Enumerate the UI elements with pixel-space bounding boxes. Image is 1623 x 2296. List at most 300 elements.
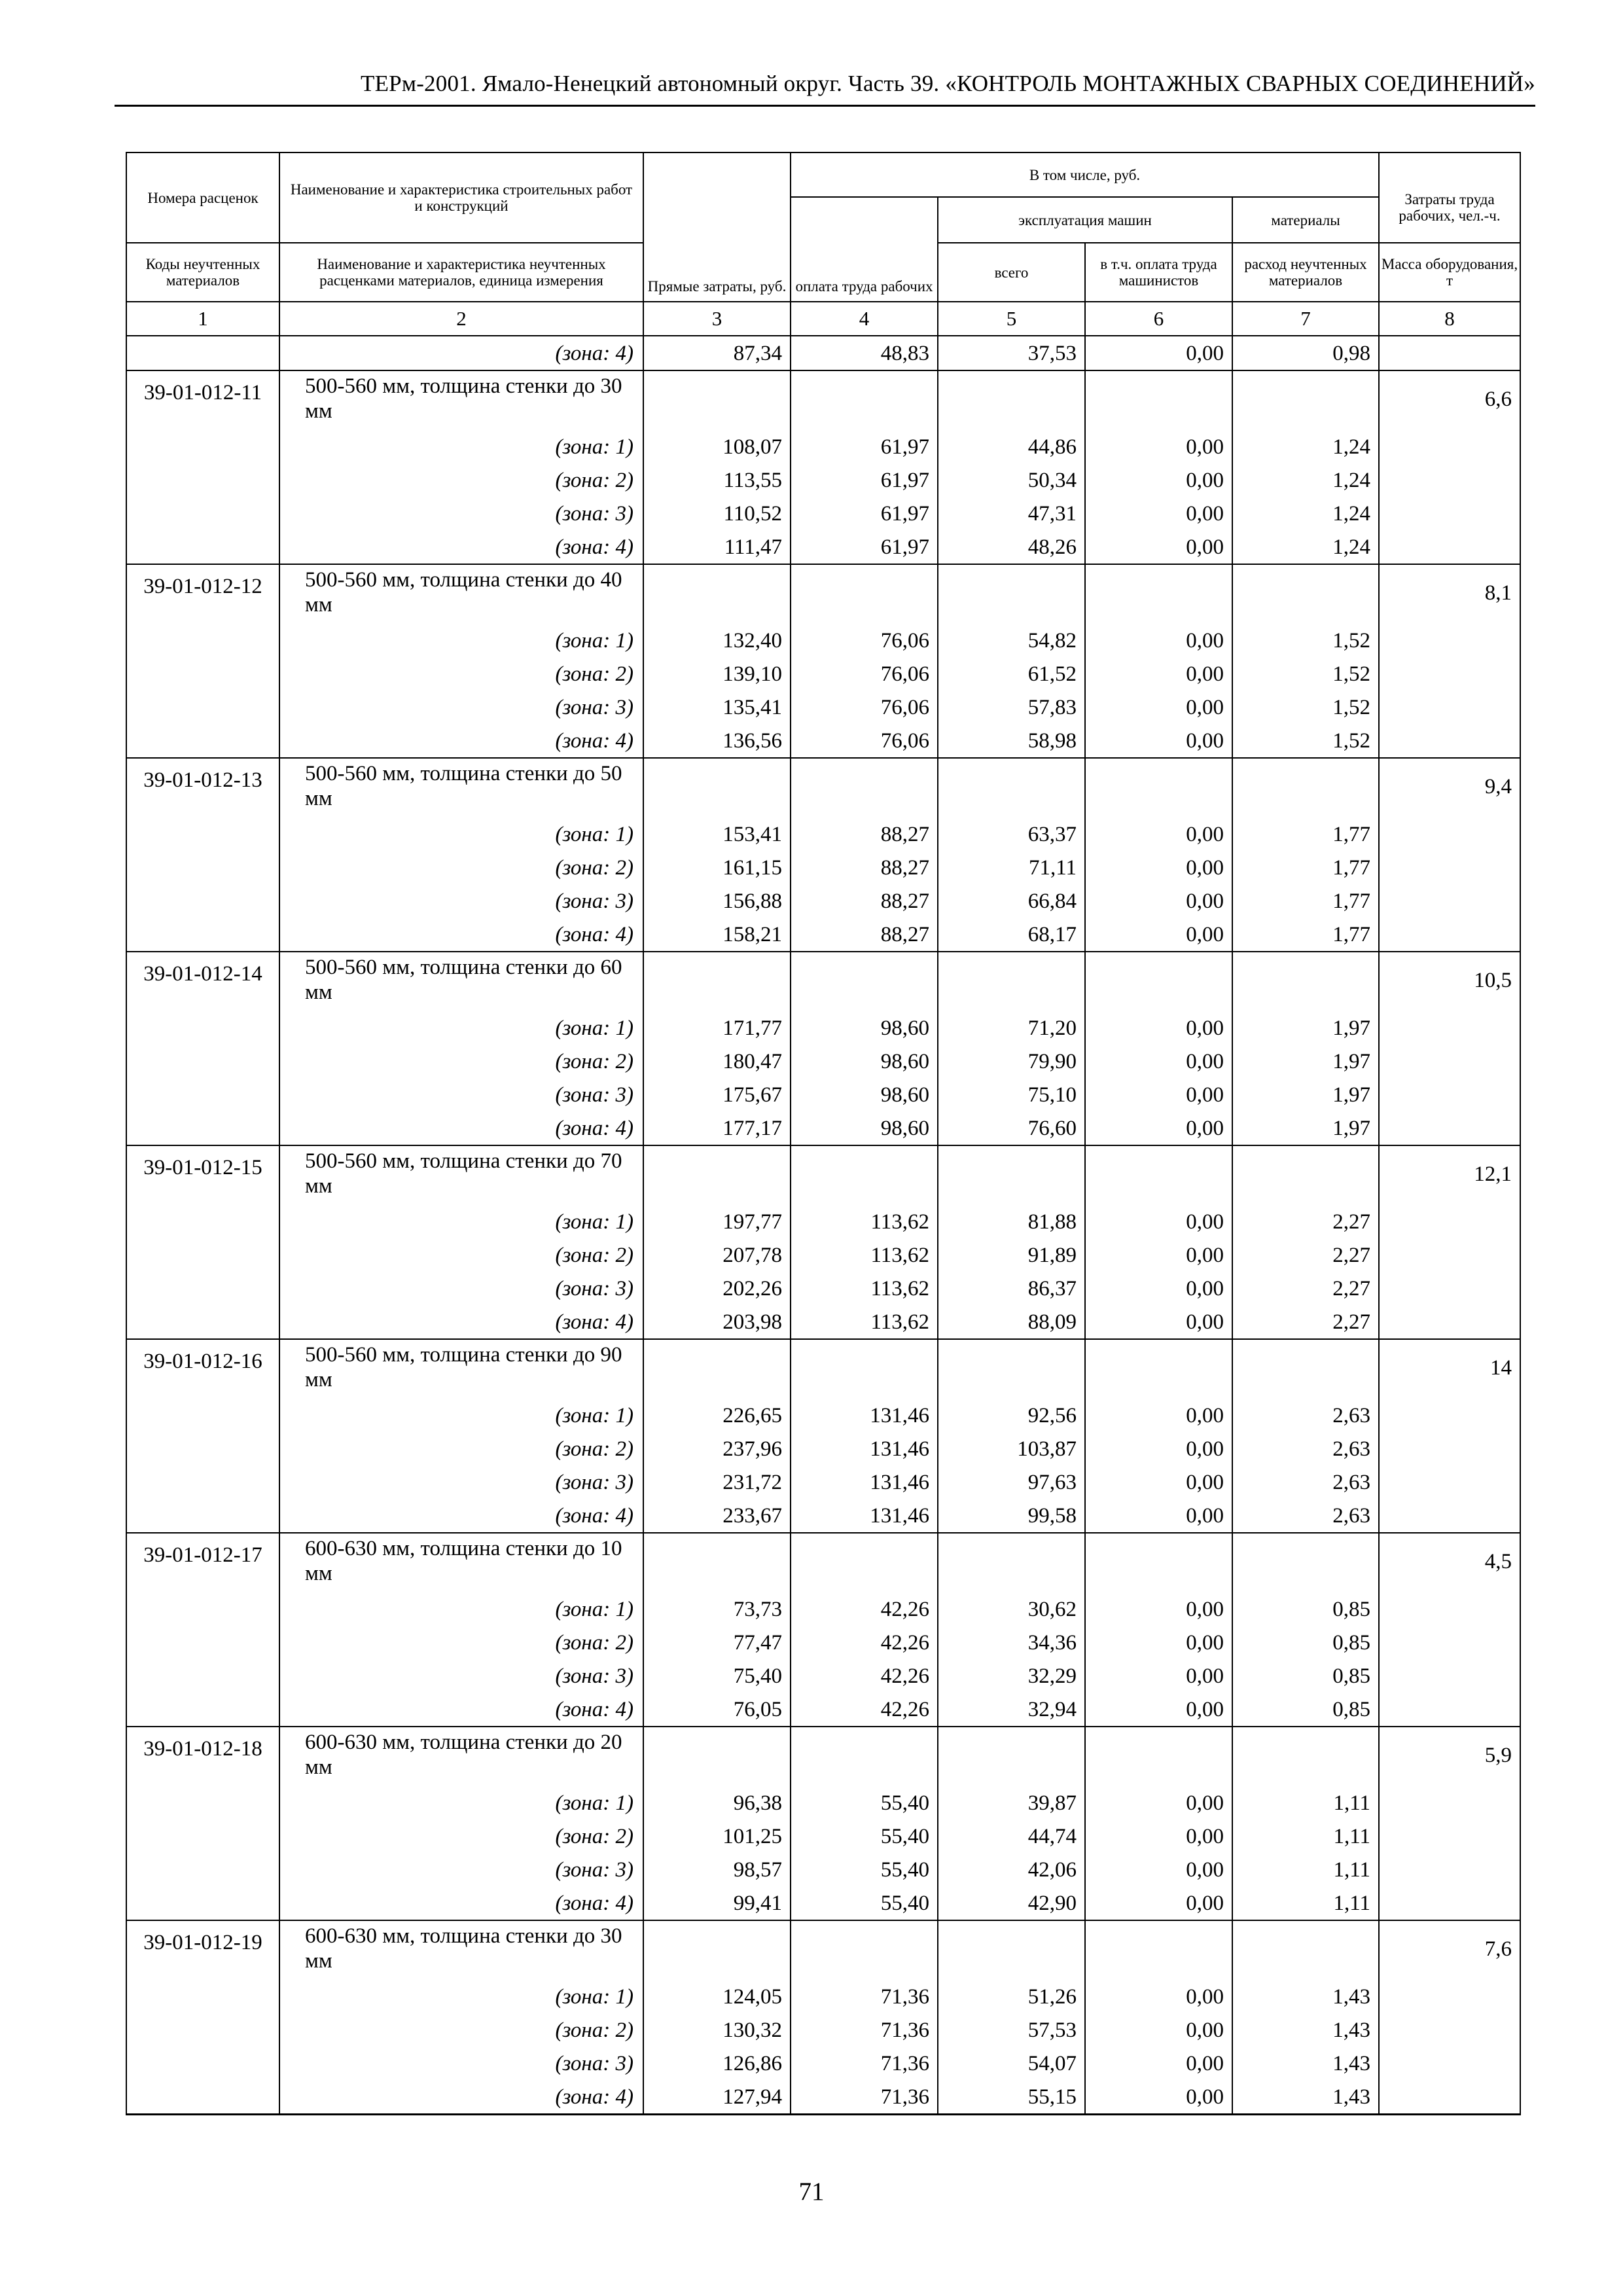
zone-row [126, 1693, 1520, 1727]
rate-name: 500-560 мм, толщина стенки до 40 мм [279, 564, 643, 624]
cell-zone: (зона: 4) [279, 918, 643, 952]
cell-machines: 76,60 [938, 1111, 1085, 1145]
cell-operators: 0,00 [1085, 1238, 1232, 1272]
labor-costs: 7,6 [1379, 1920, 1520, 2115]
cell-machines: 54,82 [938, 624, 1085, 657]
cell-materials: 1,24 [1232, 530, 1379, 564]
rate-name: 500-560 мм, толщина стенки до 60 мм [279, 952, 643, 1011]
cell-machines: 57,53 [938, 2013, 1085, 2047]
cell-materials: 1,97 [1232, 1011, 1379, 1045]
rate-code: 39-01-012-11 [126, 370, 279, 564]
cell-labor-pay: 42,26 [791, 1693, 938, 1727]
zone-row [126, 624, 1520, 657]
rates-table [126, 152, 1521, 2115]
cell-materials: 1,52 [1232, 657, 1379, 691]
rate-code: 39-01-012-14 [126, 952, 279, 1145]
cell-operators: 0,00 [1085, 1693, 1232, 1727]
cell-materials: 1,11 [1232, 1786, 1379, 1820]
cell-direct: 156,88 [643, 884, 791, 918]
cell-materials: 2,63 [1232, 1465, 1379, 1499]
empty-cell [1085, 1145, 1232, 1205]
cell-materials: 1,11 [1232, 1853, 1379, 1886]
page-number: 71 [798, 2178, 825, 2206]
empty-cell [1232, 1533, 1379, 1592]
cell-direct: 158,21 [643, 918, 791, 952]
empty-cell [938, 1339, 1085, 1399]
rate-code: 39-01-012-19 [126, 1920, 279, 2115]
empty-cell [643, 1920, 791, 1980]
cell-zone: (зона: 3) [279, 1078, 643, 1111]
zone-row [126, 1205, 1520, 1238]
labor-costs: 12,1 [1379, 1145, 1520, 1339]
cell-zone: (зона: 1) [279, 1786, 643, 1820]
cell-materials: 1,52 [1232, 724, 1379, 758]
cell-operators: 0,00 [1085, 817, 1232, 851]
empty-cell [938, 1145, 1085, 1205]
cell-operators: 0,00 [1085, 624, 1232, 657]
cell-machines: 34,36 [938, 1626, 1085, 1659]
cell-labor-pay: 98,60 [791, 1078, 938, 1111]
cell-operators: 0,00 [1085, 1659, 1232, 1693]
cell-machines: 44,74 [938, 1820, 1085, 1853]
cell-zone: (зона: 3) [279, 1659, 643, 1693]
cell-labor-pay: 76,06 [791, 691, 938, 724]
cell-machines: 61,52 [938, 657, 1085, 691]
cell-machines: 75,10 [938, 1078, 1085, 1111]
empty-cell [791, 370, 938, 430]
cell-operators: 0,00 [1085, 2080, 1232, 2115]
zone-row [126, 1886, 1520, 1920]
rate-name: 600-630 мм, толщина стенки до 30 мм [279, 1920, 643, 1980]
cell-materials: 1,77 [1232, 884, 1379, 918]
cell-operators: 0,00 [1085, 1272, 1232, 1305]
cell-zone: (зона: 2) [279, 463, 643, 497]
cell-zone: (зона: 1) [279, 817, 643, 851]
cell-labor-pay: 55,40 [791, 1786, 938, 1820]
cell-machines: 99,58 [938, 1499, 1085, 1533]
cell-labor-pay: 88,27 [791, 884, 938, 918]
empty-cell [1232, 1339, 1379, 1399]
zone-row [126, 2013, 1520, 2047]
cell-operators: 0,00 [1085, 2047, 1232, 2080]
cell-materials: 0,85 [1232, 1592, 1379, 1626]
header-worker-pay: оплата труда рабочих [791, 197, 938, 302]
zone-row [126, 1432, 1520, 1465]
labor-costs: 10,5 [1379, 952, 1520, 1145]
empty-cell [1085, 952, 1232, 1011]
empty-cell [643, 564, 791, 624]
rate-item-row [126, 564, 1520, 624]
cell-operators: 0,00 [1085, 1399, 1232, 1432]
cell-machines: 44,86 [938, 430, 1085, 463]
rate-name: 600-630 мм, толщина стенки до 20 мм [279, 1727, 643, 1786]
cell-zone: (зона: 3) [279, 884, 643, 918]
empty-cell [1085, 758, 1232, 817]
empty-cell [1232, 564, 1379, 624]
cell-materials: 2,63 [1232, 1432, 1379, 1465]
empty-cell [791, 1727, 938, 1786]
cell-machines: 30,62 [938, 1592, 1085, 1626]
empty-cell [1085, 564, 1232, 624]
cell-zone: (зона: 4) [279, 1499, 643, 1533]
empty-cell [1232, 952, 1379, 1011]
cell-machines: 66,84 [938, 884, 1085, 918]
cell-labor-pay: 71,36 [791, 2080, 938, 2115]
cell-materials: 1,77 [1232, 817, 1379, 851]
zone-row [126, 1820, 1520, 1853]
cell-materials: 2,63 [1232, 1399, 1379, 1432]
cell-direct: 132,40 [643, 624, 791, 657]
rate-code: 39-01-012-16 [126, 1339, 279, 1533]
empty-cell [938, 758, 1085, 817]
zone-row [126, 1011, 1520, 1045]
cell-direct: 77,47 [643, 1626, 791, 1659]
empty-cell [938, 1533, 1085, 1592]
zone-row [126, 1078, 1520, 1111]
cell-direct: 226,65 [643, 1399, 791, 1432]
cell-zone: (зона: 1) [279, 624, 643, 657]
cell-labor-pay: 131,46 [791, 1399, 938, 1432]
cell-zone: (зона: 2) [279, 657, 643, 691]
cell-machines: 42,06 [938, 1853, 1085, 1886]
cell-labor-pay: 61,97 [791, 530, 938, 564]
cell-materials: 2,27 [1232, 1238, 1379, 1272]
header-material-name: Наименование и характеристика неучтенных расценками материалов, единица измерения [279, 243, 643, 302]
header-including-group: В том числе, руб. [791, 152, 1379, 197]
header-operator-pay: в т.ч. оплата труда машинистов [1085, 243, 1232, 302]
cell-machines: 63,37 [938, 817, 1085, 851]
zone-row [126, 430, 1520, 463]
empty-cell [938, 564, 1085, 624]
cell-labor-pay: 98,60 [791, 1111, 938, 1145]
zone-row [126, 1786, 1520, 1820]
empty-cell [1085, 1727, 1232, 1786]
cell-operators: 0,00 [1085, 1305, 1232, 1339]
empty-cell [1232, 1145, 1379, 1205]
cell-direct: 76,05 [643, 1693, 791, 1727]
cell-zone: (зона: 4) [279, 1111, 643, 1145]
zone-row [126, 1626, 1520, 1659]
cell-labor-pay: 113,62 [791, 1305, 938, 1339]
labor-costs: 14 [1379, 1339, 1520, 1533]
cell-labor-pay: 42,26 [791, 1626, 938, 1659]
cell-labor-pay: 98,60 [791, 1011, 938, 1045]
cell-machines: 88,09 [938, 1305, 1085, 1339]
zone-row [126, 1111, 1520, 1145]
cell-labor-pay: 113,62 [791, 1238, 938, 1272]
cell-operators: 0,00 [1085, 1980, 1232, 2013]
cell-machines: 50,34 [938, 463, 1085, 497]
cell-zone: (зона: 4) [279, 2080, 643, 2115]
cell-operators: 0,00 [1085, 1853, 1232, 1886]
cell-direct: 231,72 [643, 1465, 791, 1499]
cell-labor-pay: 88,27 [791, 851, 938, 884]
cell-zone: (зона: 3) [279, 1465, 643, 1499]
cell-labor-pay: 61,97 [791, 497, 938, 530]
cell-operators: 0,00 [1085, 336, 1232, 370]
empty-cell [791, 1339, 938, 1399]
zone-row [126, 497, 1520, 530]
page-header-title: ТЕРм-2001. Ямало-Ненецкий автономный округ. Часть 39. «КОНТРОЛЬ МОНТАЖНЫХ СВАРНЫХ СОЕДИНЕНИЙ» [361, 71, 1535, 96]
cell-labor-pay: 88,27 [791, 817, 938, 851]
cell-operators: 0,00 [1085, 1078, 1232, 1111]
cell-materials: 1,43 [1232, 2047, 1379, 2080]
cell-zone: (зона: 3) [279, 691, 643, 724]
cell-direct: 233,67 [643, 1499, 791, 1533]
cell-direct: 110,52 [643, 497, 791, 530]
empty-cell [1232, 1727, 1379, 1786]
cell-zone: (зона: 4) [279, 1693, 643, 1727]
cell-labor-pay: 131,46 [791, 1499, 938, 1533]
labor-costs: 5,9 [1379, 1727, 1520, 1920]
cell-materials: 0,85 [1232, 1659, 1379, 1693]
rate-name: 500-560 мм, толщина стенки до 30 мм [279, 370, 643, 430]
empty-cell [938, 370, 1085, 430]
cell-machines: 68,17 [938, 918, 1085, 952]
cell-direct: 177,17 [643, 1111, 791, 1145]
cell-operators: 0,00 [1085, 691, 1232, 724]
cell-zone: (зона: 4) [279, 724, 643, 758]
cell-operators: 0,00 [1085, 918, 1232, 952]
rate-item-row [126, 1533, 1520, 1592]
cell-operators: 0,00 [1085, 1592, 1232, 1626]
cell-materials: 1,11 [1232, 1820, 1379, 1853]
rate-name: 500-560 мм, толщина стенки до 70 мм [279, 1145, 643, 1205]
cell-labor-pay: 98,60 [791, 1045, 938, 1078]
rate-code: 39-01-012-15 [126, 1145, 279, 1339]
cell-labor-pay: 55,40 [791, 1820, 938, 1853]
labor-costs: 9,4 [1379, 758, 1520, 952]
col-number: 2 [279, 302, 643, 336]
cell-direct: 98,57 [643, 1853, 791, 1886]
zone-row [126, 691, 1520, 724]
zone-row [126, 1465, 1520, 1499]
header-rule [115, 105, 1535, 107]
cell-labor-pay: 113,62 [791, 1272, 938, 1305]
cell-labor-pay: 48,83 [791, 336, 938, 370]
cell-direct: 207,78 [643, 1238, 791, 1272]
zone-row [126, 463, 1520, 497]
empty-cell [643, 1533, 791, 1592]
rate-item-row [126, 1920, 1520, 1980]
cell-materials: 2,63 [1232, 1499, 1379, 1533]
cell-labor-pay: 76,06 [791, 624, 938, 657]
cell-labor-pay: 113,62 [791, 1205, 938, 1238]
rate-code: 39-01-012-12 [126, 564, 279, 758]
empty-cell [1232, 1920, 1379, 1980]
empty-cell [643, 952, 791, 1011]
empty-cell [938, 952, 1085, 1011]
cell-direct: 124,05 [643, 1980, 791, 2013]
cell-direct: 96,38 [643, 1786, 791, 1820]
cell-materials: 1,43 [1232, 2080, 1379, 2115]
cell-materials: 1,97 [1232, 1078, 1379, 1111]
cell-materials: 1,11 [1232, 1886, 1379, 1920]
cell-labor-pay: 71,36 [791, 2047, 938, 2080]
cell-zone: (зона: 3) [279, 497, 643, 530]
cell-operators: 0,00 [1085, 1111, 1232, 1145]
zone-row [126, 1980, 1520, 2013]
zone-row [126, 1305, 1520, 1339]
cell-machines: 42,90 [938, 1886, 1085, 1920]
cell-zone: (зона: 2) [279, 1626, 643, 1659]
cell-materials: 1,77 [1232, 918, 1379, 952]
cell-machines: 97,63 [938, 1465, 1085, 1499]
empty-cell [791, 1533, 938, 1592]
labor-costs: 6,6 [1379, 370, 1520, 564]
rate-code: 39-01-012-18 [126, 1727, 279, 1920]
cell-zone: (зона: 4) [279, 1305, 643, 1339]
cell-direct: 75,40 [643, 1659, 791, 1693]
cell-zone: (зона: 2) [279, 2013, 643, 2047]
header-labor-costs: Затраты труда рабочих, чел.-ч. [1379, 152, 1520, 243]
cell-machines: 103,87 [938, 1432, 1085, 1465]
cell-labor-pay: 131,46 [791, 1432, 938, 1465]
zone-row [126, 1272, 1520, 1305]
header-material-codes: Коды неучтенных материалов [126, 243, 279, 302]
empty-cell [1232, 758, 1379, 817]
cell-direct: 126,86 [643, 2047, 791, 2080]
cell-direct: 237,96 [643, 1432, 791, 1465]
cell-labor-pay: 61,97 [791, 430, 938, 463]
cell-direct: 108,07 [643, 430, 791, 463]
cell-labor-pay: 88,27 [791, 918, 938, 952]
empty-cell [791, 1145, 938, 1205]
cell-direct: 99,41 [643, 1886, 791, 1920]
cell-machines: 71,20 [938, 1011, 1085, 1045]
header-machines-total: всего [938, 243, 1085, 302]
cell-materials: 0,85 [1232, 1626, 1379, 1659]
cell-direct: 202,26 [643, 1272, 791, 1305]
cell-labor-pay: 71,36 [791, 1980, 938, 2013]
cell-materials: 2,27 [1232, 1305, 1379, 1339]
cell-operators: 0,00 [1085, 497, 1232, 530]
header-work-name: Наименование и характеристика строительных работ и конструкций [279, 152, 643, 243]
rate-name: 500-560 мм, толщина стенки до 90 мм [279, 1339, 643, 1399]
zone-row [126, 1659, 1520, 1693]
cell-direct: 101,25 [643, 1820, 791, 1853]
cell-machines: 51,26 [938, 1980, 1085, 2013]
cell-direct: 153,41 [643, 817, 791, 851]
cell-zone: (зона: 3) [279, 1853, 643, 1886]
cell-operators: 0,00 [1085, 657, 1232, 691]
cell-zone: (зона: 4) [279, 1886, 643, 1920]
cell-materials: 1,97 [1232, 1045, 1379, 1078]
cell-operators: 0,00 [1085, 463, 1232, 497]
cell-operators: 0,00 [1085, 1626, 1232, 1659]
empty-cell [643, 370, 791, 430]
empty-cell [1232, 370, 1379, 430]
cell-materials: 1,77 [1232, 851, 1379, 884]
col-number: 8 [1379, 302, 1520, 336]
cell-direct: 113,55 [643, 463, 791, 497]
cell-labor-pay: 55,40 [791, 1853, 938, 1886]
cell-direct: 175,67 [643, 1078, 791, 1111]
cell-machines: 91,89 [938, 1238, 1085, 1272]
cell-zone: (зона: 1) [279, 1399, 643, 1432]
cell-operators: 0,00 [1085, 1045, 1232, 1078]
col-number: 1 [126, 302, 279, 336]
cell-machines: 58,98 [938, 724, 1085, 758]
cell-machines: 54,07 [938, 2047, 1085, 2080]
header-direct-costs: Прямые затраты, руб. [643, 152, 791, 302]
cell-zone: (зона: 4) [279, 336, 643, 370]
cell-materials: 1,43 [1232, 2013, 1379, 2047]
cell-materials: 1,24 [1232, 463, 1379, 497]
cell-zone: (зона: 1) [279, 1011, 643, 1045]
zone-row [126, 884, 1520, 918]
cell-materials: 2,27 [1232, 1272, 1379, 1305]
empty-cell [1085, 1339, 1232, 1399]
empty-cell [791, 758, 938, 817]
empty-cell [791, 952, 938, 1011]
cell-materials: 0,85 [1232, 1693, 1379, 1727]
labor-costs: 4,5 [1379, 1533, 1520, 1727]
cell-operators: 0,00 [1085, 1205, 1232, 1238]
col-number: 3 [643, 302, 791, 336]
cell-operators: 0,00 [1085, 851, 1232, 884]
cell-materials: 0,98 [1232, 336, 1379, 370]
cell-machines: 37,53 [938, 336, 1085, 370]
empty-cell [1085, 370, 1232, 430]
col-number: 4 [791, 302, 938, 336]
cell-direct: 180,47 [643, 1045, 791, 1078]
rate-code: 39-01-012-13 [126, 758, 279, 952]
cell-zone: (зона: 4) [279, 530, 643, 564]
cell-direct: 161,15 [643, 851, 791, 884]
rate-code: 39-01-012-17 [126, 1533, 279, 1727]
cell-materials: 1,24 [1232, 430, 1379, 463]
cell-operators: 0,00 [1085, 430, 1232, 463]
cell-zone: (зона: 2) [279, 1045, 643, 1078]
cell-labor [1379, 336, 1520, 370]
cell-labor-pay: 55,40 [791, 1886, 938, 1920]
zone-row [126, 2080, 1520, 2115]
cell-machines: 86,37 [938, 1272, 1085, 1305]
col-number: 7 [1232, 302, 1379, 336]
col-number: 6 [1085, 302, 1232, 336]
cell-zone: (зона: 1) [279, 1980, 643, 2013]
header-rate-numbers: Номера расценок [126, 152, 279, 243]
empty-cell [643, 1727, 791, 1786]
cell-machines: 32,94 [938, 1693, 1085, 1727]
header-machine-operation: эксплуатация машин [938, 197, 1232, 243]
col-number: 5 [938, 302, 1085, 336]
cell-labor-pay: 42,26 [791, 1592, 938, 1626]
cell-operators: 0,00 [1085, 1786, 1232, 1820]
cell-zone: (зона: 3) [279, 1272, 643, 1305]
zone-row [126, 1853, 1520, 1886]
cell-machines: 55,15 [938, 2080, 1085, 2115]
header-material-usage: расход неучтенных материалов [1232, 243, 1379, 302]
cell-direct: 111,47 [643, 530, 791, 564]
cell-operators: 0,00 [1085, 1499, 1232, 1533]
rate-name: 500-560 мм, толщина стенки до 50 мм [279, 758, 643, 817]
cell-materials: 1,52 [1232, 624, 1379, 657]
zone-row [126, 1592, 1520, 1626]
cell-direct: 203,98 [643, 1305, 791, 1339]
header-materials: материалы [1232, 197, 1379, 243]
cell-operators: 0,00 [1085, 2013, 1232, 2047]
cell-operators: 0,00 [1085, 1886, 1232, 1920]
zone-row [126, 851, 1520, 884]
cell-direct: 135,41 [643, 691, 791, 724]
empty-cell [1085, 1533, 1232, 1592]
cell-direct: 87,34 [643, 336, 791, 370]
empty-cell [643, 1339, 791, 1399]
zone-row [126, 918, 1520, 952]
cell-zone: (зона: 3) [279, 2047, 643, 2080]
